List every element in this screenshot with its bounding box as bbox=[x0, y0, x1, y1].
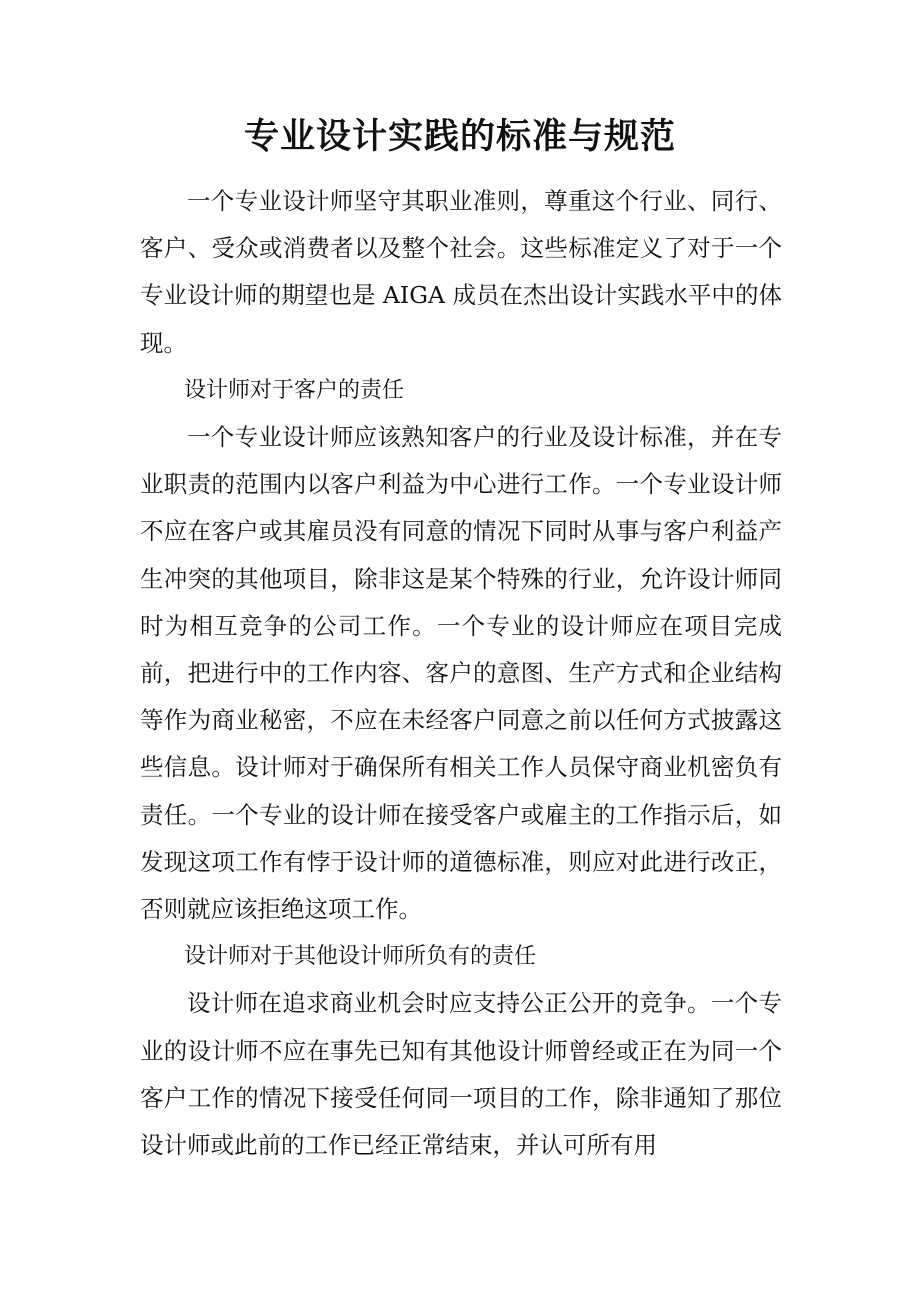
paragraph-peer-responsibility: 设计师在追求商业机会时应支持公正公开的竞争。一个专业的设计师不应在事先已知有其他设计师曾经或正在为同一个客户工作的情况下接受任何同一项目的工作，除非通知了那位设计师或此前的工作已经正常结束，并认可所有用 bbox=[140, 989, 782, 1160]
paragraph-intro: 一个专业设计师坚守其职业准则，尊重这个行业、同行、客户、受众或消费者以及整个社会。这些标准定义了对于一个专业设计师的期望也是 AIGA 成员在杰出设计实践水平中的体现。 bbox=[140, 187, 782, 357]
paragraph-client-responsibility: 一个专业设计师应该熟知客户的行业及设计标准，并在专业职责的范围内以客户利益为中心进行工作。一个专业设计师不应在客户或其雇员没有同意的情况下同时从事与客户利益产生冲突的其他项目，除非这是某个特殊的行业，允许设计师同时为相互竞争的公司工作。一个专业的设计师应在项目完成前，把进行中的工作内容、客户的意图、生产方式和企业结构等作为商业秘密，不应在未经客户同意之前以任何方式披露这些信息。设计师对于确保所有相关工作人员保守商业机密负有责任。一个专业的设计师在接受客户或雇主的工作指示后，如发现这项工作有悖于设计师的道德标准，则应对此进行改正，否则就应该拒绝这项工作。 bbox=[140, 423, 782, 924]
section-heading-client-responsibility: 设计师对于客户的责任 bbox=[184, 377, 405, 403]
document-title: 专业设计实践的标准与规范 bbox=[243, 116, 676, 157]
document-body bbox=[140, 178, 782, 1169]
section-heading-peer-responsibility: 设计师对于其他设计师所负有的责任 bbox=[184, 944, 537, 970]
